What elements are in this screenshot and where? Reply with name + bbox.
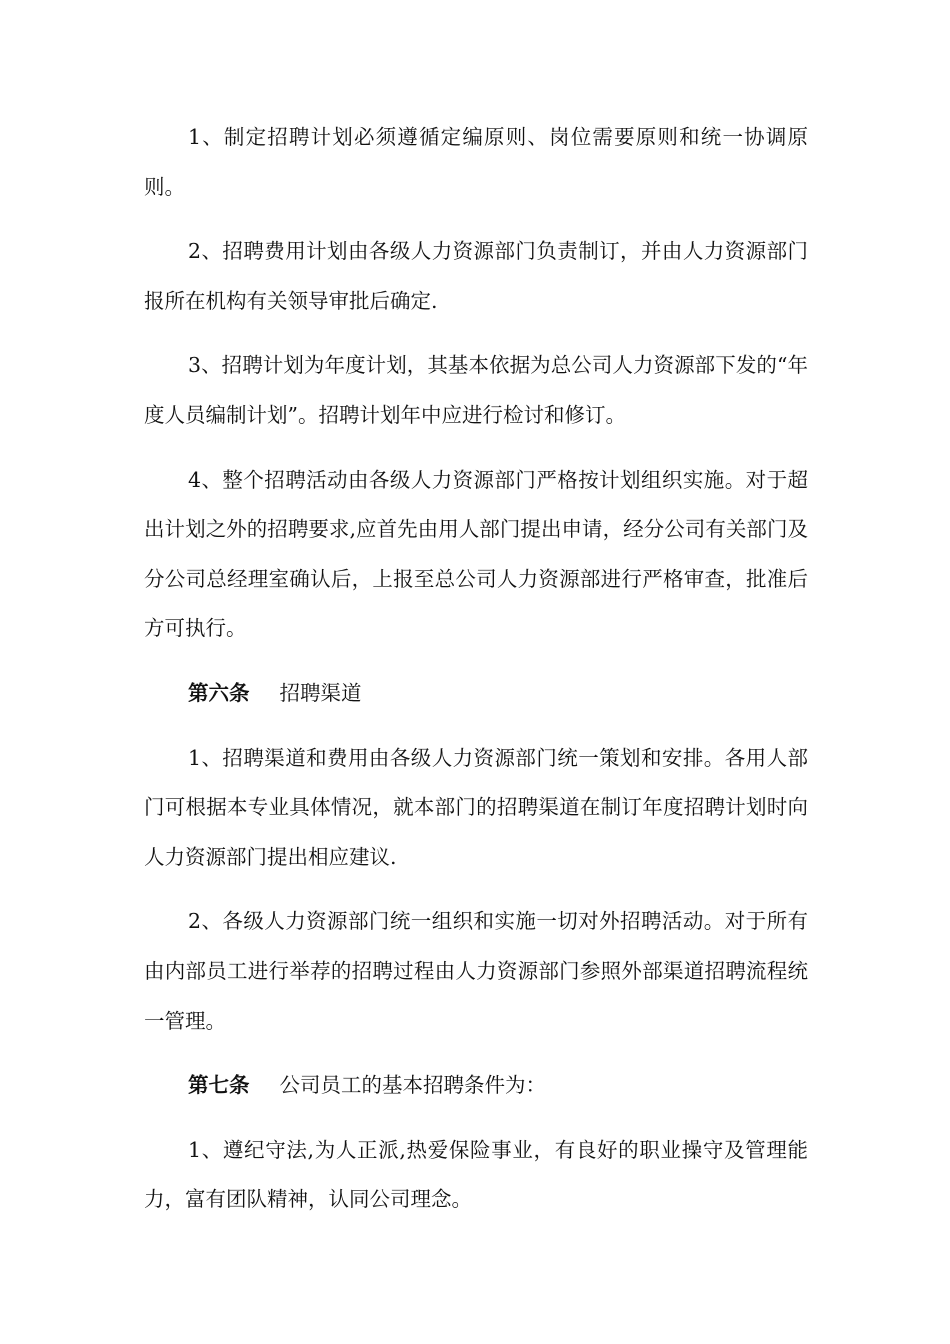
article-seven-number: 第七条 (188, 1073, 250, 1098)
document-body (144, 113, 808, 1240)
paragraph-plan-principles: 1、制定招聘计划必须遵循定编原则、岗位需要原则和统一协调原则。 (144, 125, 808, 199)
article-six-heading (144, 669, 808, 719)
article-seven-heading (144, 1061, 808, 1111)
paragraph-plan-implementation: 4、整个招聘活动由各级人力资源部门严格按计划组织实施。对于超出计划之外的招聘要求,应首先由用人部门提出申请，经分公司有关部门及分公司总经理室确认后，上报至总公司人力资源部进行严格审查，批准后方可执行。 (144, 467, 808, 641)
article-six-title: 招聘渠道 (279, 680, 362, 705)
paragraph-basic-conditions: 1、遵纪守法,为人正派,热爱保险事业，有良好的职业操守及管理能力，富有团队精神，认同公司理念。 (144, 1137, 808, 1212)
paragraph-recruit-cost-plan: 2、招聘费用计划由各级人力资源部门负责制订，并由人力资源部门报所在机构有关领导审批后确定. (144, 239, 808, 313)
paragraph-annual-plan: 3、招聘计划为年度计划，其基本依据为总公司人力资源部下发的“年度人员编制计划”。招聘计划年中应进行检讨和修订。 (144, 353, 808, 427)
article-seven-title: 公司员工的基本招聘条件为： (279, 1073, 546, 1098)
article-six-number: 第六条 (188, 680, 250, 705)
paragraph-external-recruit: 2、各级人力资源部门统一组织和实施一切对外招聘活动。对于所有由内部员工进行举荐的招聘过程由人力资源部门参照外部渠道招聘流程统一管理。 (144, 909, 808, 1033)
paragraph-channel-planning: 1、招聘渠道和费用由各级人力资源部门统一策划和安排。各用人部门可根据本专业具体情况，就本部门的招聘渠道在制订年度招聘计划时向人力资源部门提出相应建议. (144, 745, 808, 869)
